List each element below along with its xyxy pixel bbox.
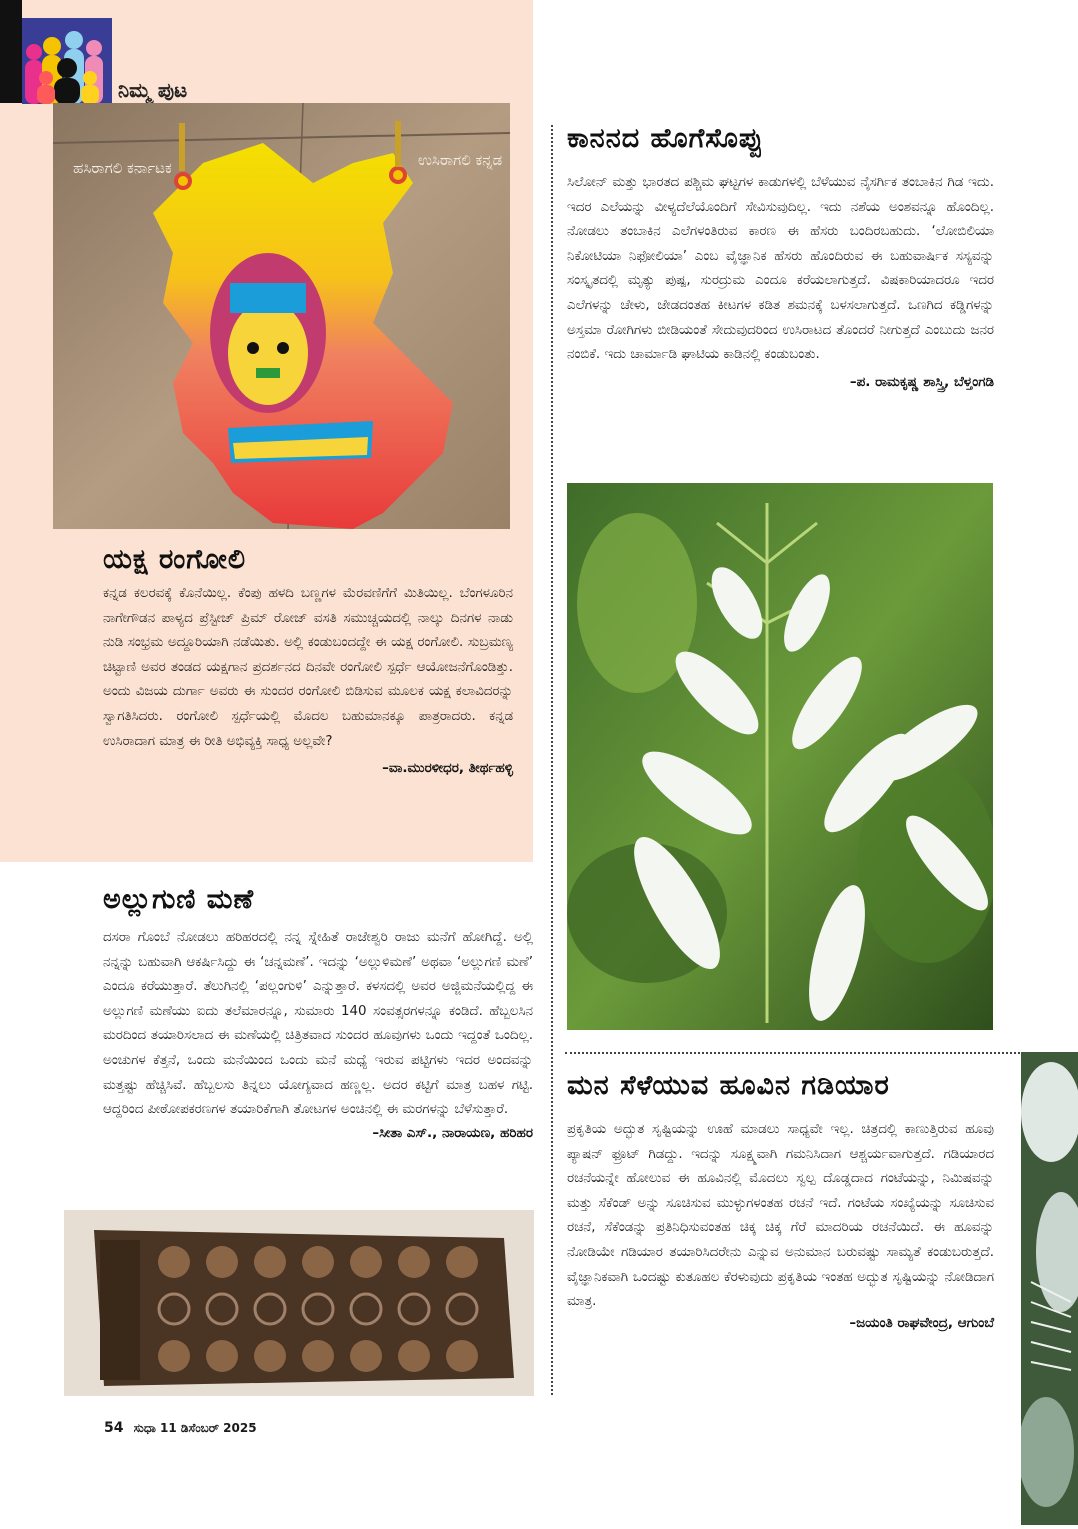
rangoli-photo — [53, 103, 510, 529]
column-divider — [551, 125, 553, 1395]
article-body: ಸಿಲೋನ್ ಮತ್ತು ಭಾರತದ ಪಶ್ಚಿಮ ಘಟ್ಟಗಳ ಕಾಡುಗಳಲ್ಲಿ ಬೆಳೆಯುವ ನೈಸರ್ಗಿಕ ತಂಬಾಕಿನ ಗಿಡ ಇದು. ಇದರ ಎಲೆಯನ್ನು ವೀಳ್ಯದೆಲೆಯೊಂದಿಗೆ ಸೇವಿಸುವುದಿಲ್ಲ. ಇದು ನಶೆಯ ಅಂಶವನ್ನೂ ಹೊಂದಿಲ್ಲ. ನೋಡಲು ತಂಬಾಕಿನ ಎಲೆಗಳಂತಿರುವ ಕಾರಣ ಈ ಹೆಸರು ಬಂದಿರಬಹುದು. ‘ಲೋಬಿಲಿಯಾ ನಿಕೋಟಿಯಾ ನಿಫೋಲಿಯಾ’ ಎಂಬ ವೈಜ್ಞಾನಿಕ ಹೆಸರು ಹೊಂದಿರುವ ಈ ಬಹುವಾರ್ಷಿಕ ಸಸ್ಯವನ್ನು ಸಂಸ್ಕೃತದಲ್ಲಿ ಮೃತ್ಯು ಪುಷ್ಪ, ಸುರದ್ರುಮ ಎಂದೂ ಕರೆಯಲಾಗುತ್ತದೆ. ವಿಷಕಾರಿಯಾದರೂ ಇದರ ಎಲೆಗಳನ್ನು ಚೇಳು, ಜೇಡದಂತಹ ಕೀಟಗಳ ಕಡಿತ ಶಮನಕ್ಕೆ ಬಳಸಲಾಗುತ್ತದೆ. ಒಣಗಿದ ಕಡ್ಡಿಗಳನ್ನು ಅಸ್ತಮಾ ರೋಗಿಗಳು ಬೀಡಿಯಂತೆ ಸೇದುವುದರಿಂದ ಉಸಿರಾಟದ ತೊಂದರೆ ನೀಗುತ್ತದೆ ಎಂಬುದು ಜನರ ನಂಬಿಕೆ. ಇದು ಚಾರ್ಮಾಡಿ ಘಾಟಿಯ ಕಾಡಿನಲ್ಲಿ ಕಂಡುಬಂತು. — [567, 175, 994, 363]
article-title: ಯಕ್ಷ ರಂಗೋಲಿ — [103, 544, 247, 575]
article-kanana-hogesoppu — [567, 123, 994, 390]
article-byline: –ಜಯಂತಿ ರಾಘವೇಂದ್ರ, ಆಗುಂಬೆ — [849, 1314, 994, 1331]
article-byline: –ಸೀತಾ ಎಸ್., ನಾರಾಯಣ, ಹರಿಹರ — [372, 1124, 533, 1141]
page-footer — [104, 1420, 257, 1436]
article-body: ಪ್ರಕೃತಿಯ ಅದ್ಭುತ ಸೃಷ್ಟಿಯನ್ನು ಊಹೆ ಮಾಡಲು ಸಾಧ್ಯವೇ ಇಲ್ಲ. ಚಿತ್ರದಲ್ಲಿ ಕಾಣುತ್ತಿರುವ ಹೂವು ಪ್ಯಾಷನ್ ಫ್ರೂಟ್ ಗಿಡದ್ದು. ಇದನ್ನು ಸೂಕ್ಷ್ಮವಾಗಿ ಗಮನಿಸಿದಾಗ ಆಶ್ಚರ್ಯವಾಗುತ್ತದೆ. ಗಡಿಯಾರದ ರಚನೆಯನ್ನೇ ಹೋಲುವ ಈ ಹೂವಿನಲ್ಲಿ ಮೊದಲು ಸ್ವಲ್ಪ ದೊಡ್ಡದಾದ ಗಂಟೆಯನ್ನು, ನಿಮಿಷವನ್ನು ಮತ್ತು ಸೆಕೆಂಡ್ ಅನ್ನು ಸೂಚಿಸುವ ಮುಳ್ಳುಗಳಂತಹ ರಚನೆ ಇದೆ. ಗಂಟೆಯ ಸಂಖ್ಯೆಯನ್ನು ಸೂಚಿಸುವ ರಚನೆ, ಸೆಕೆಂಡನ್ನು ಪ್ರತಿನಿಧಿಸುವಂತಹ ಚಿಕ್ಕ ಚಿಕ್ಕ ಗೆರೆ ಮಾದರಿಯ ರಚನೆಯಿದೆ. ಈ ಹೂವನ್ನು ನೋಡಿಯೇ ಗಡಿಯಾರ ತಯಾರಿಸಿದರೇನು ಎನ್ನುವ ಅನುಮಾನ ಬರುವಷ್ಟು ಸಾಮ್ಯತೆ ಕಂಡುಬರುತ್ತದೆ. ವೈಜ್ಞಾನಿಕವಾಗಿ ಒಂದಷ್ಟು ಕುತೂಹಲ ಕೆರಳುವುದು ಪ್ರಕೃತಿಯ ಇಂತಹ ಅದ್ಭುತ ಸೃಷ್ಟಿಯನ್ನು ನೋಡಿದಾಗ ಮಾತ್ರ. — [567, 1122, 994, 1310]
header-black-bar — [0, 0, 22, 103]
article-hoovina-gadiyara — [567, 1070, 994, 1331]
section-divider — [565, 1052, 1020, 1054]
rangoli-photo-text-left: ಹಸಿರಾಗಲಿ ಕರ್ನಾಟಕ — [73, 159, 172, 177]
article-body: ಕನ್ನಡ ಕಲರವಕ್ಕೆ ಕೊನೆಯಿಲ್ಲ. ಕೆಂಪು ಹಳದಿ ಬಣ್ಣಗಳ ಮೆರವಣಿಗೆಗೆ ಮಿತಿಯಿಲ್ಲ. ಬೆಂಗಳೂರಿನ ನಾಗೇಗೌಡನ ಪಾಳ್ಯದ ಪ್ರೆಸ್ಟೀಜ್ ಪ್ರಿಮ್ ರೋಜ್ ವಸತಿ ಸಮುಚ್ಚಯದಲ್ಲಿ ನಾಲ್ಕು ದಿನಗಳ ನಾಡು ನುಡಿ ಸಂಭ್ರಮ ಅದ್ದೂರಿಯಾಗಿ ನಡೆಯಿತು. ಅಲ್ಲಿ ಕಂಡುಬಂದದ್ದೇ ಈ ಯಕ್ಷ ರಂಗೋಲಿ. ಸುಬ್ರಮಣ್ಯ ಚಿಟ್ಟಾಣಿ ಅವರ ತಂಡದ ಯಕ್ಷಗಾನ ಪ್ರದರ್ಶನದ ದಿನವೇ ರಂಗೋಲಿ ಸ್ಪರ್ಧೆ ಆಯೋಜನೆಗೊಂಡಿತ್ತು. ಅಂದು ವಿಜಯ ದುರ್ಗಾ ಅವರು ಈ ಸುಂದರ ರಂಗೋಲಿ ಬಿಡಿಸುವ ಮೂಲಕ ಯಕ್ಷ ಕಲಾವಿದರನ್ನು ಸ್ವಾಗತಿಸಿದರು. ರಂಗೋಲಿ ಸ್ಪರ್ಧೆಯಲ್ಲಿ ಮೊದಲ ಬಹುಮಾನಕ್ಕೂ ಪಾತ್ರರಾದರು. ಕನ್ನಡ ಉಸಿರಾದಾಗ ಮಾತ್ರ ಈ ರೀತಿ ಅಭಿವ್ಯಕ್ತಿ ಸಾಧ್ಯ ಅಲ್ಲವೇ? — [103, 586, 513, 749]
article-yaksha-rangoli — [103, 544, 513, 776]
article-title: ಅಲ್ಲುಗುಣಿ ಮಣೆ — [103, 884, 255, 915]
article-byline: –ವಾ.ಮುರಳೀಧರ, ತೀರ್ಥಹಳ್ಳಿ — [382, 760, 513, 777]
article-body: ದಸರಾ ಗೊಂಬೆ ನೋಡಲು ಹರಿಹರದಲ್ಲಿ ನನ್ನ ಸ್ನೇಹಿತೆ ರಾಜೇಶ್ವರಿ ರಾಜು ಮನೆಗೆ ಹೋಗಿದ್ದೆ. ಅಲ್ಲಿ ನನ್ನನ್ನು ಬಹುವಾಗಿ ಆಕರ್ಷಿಸಿದ್ದು ಈ ‘ಚನ್ನಮಣೆ’. ಇದನ್ನು ‘ಅಲ್ಲುಳಿಮಣೆ’ ಅಥವಾ ‘ಅಲ್ಲುಗಣಿ ಮಣೆ’ ಎಂದೂ ಕರೆಯುತ್ತಾರೆ. ತೆಲುಗಿನಲ್ಲಿ ‘ಪಲ್ಲಂಗುಳಿ’ ಎನ್ನುತ್ತಾರೆ. ಕಳಸದಲ್ಲಿ ಅವರ ಅಜ್ಜಿಮನೆಯಲ್ಲಿದ್ದ ಈ ಅಲ್ಲುಗಣಿ ಮಣೆಯು ಐದು ತಲೆಮಾರನ್ನೂ, ಸುಮಾರು 140 ಸಂವತ್ಸರಗಳನ್ನೂ ಕಂಡಿದೆ. ಹೆಬ್ಬಲಸಿನ ಮರದಿಂದ ತಯಾರಿಸಲಾದ ಈ ಮಣೆಯಲ್ಲಿ ಚಿತ್ರಿತವಾದ ಸುಂದರ ಹೂವುಗಳು ಒಂದು ಇದ್ದಂತೆ ಒಂದಿಲ್ಲ. ಅಂಚುಗಳ ಕೆತ್ತನೆ, ಒಂದು ಮನೆಯಿಂದ ಒಂದು ಮನೆ ಮಧ್ಯೆ ಇರುವ ಪಟ್ಟಿಗಳು ಇದರ ಅಂದವನ್ನು ಮತ್ತಷ್ಟು ಹೆಚ್ಚಿಸಿವೆ. ಹೆಬ್ಬಲಸು ತಿನ್ನಲು ಯೋಗ್ಯವಾದ ಹಣ್ಣಲ್ಲ. ಅದರ ಕಟ್ಟಿಗೆ ಮಾತ್ರ ಬಹಳ ಗಟ್ಟಿ. ಆದ್ದರಿಂದ ಪೀಠೋಪಕರಣಗಳ ತಯಾರಿಕೆಗಾಗಿ ತೋಟಗಳ ಅಂಚಿನಲ್ಲಿ ಈ ಮರಗಳನ್ನು ಬೆಳೆಸುತ್ತಾರೆ. — [103, 930, 533, 1118]
section-label: ನಿಮ್ಮ ಪುಟ — [118, 78, 188, 102]
lobelia-flower-photo — [567, 483, 993, 1030]
issue-info: ಸುಧಾ 11 ಡಿಸೆಂಬರ್ 2025 — [133, 1421, 257, 1435]
page-number: 54 — [104, 1420, 124, 1436]
alluguni-mane-photo — [64, 1210, 534, 1396]
article-alluguni-mane — [103, 884, 533, 1141]
article-title: ಕಾನನದ ಹೊಗೆಸೊಪ್ಪು — [567, 123, 764, 154]
article-byline: –ಪ. ರಾಮಕೃಷ್ಣ ಶಾಸ್ತ್ರಿ, ಬೆಳ್ತಂಗಡಿ — [849, 373, 994, 390]
section-logo — [22, 18, 112, 104]
rangoli-photo-text-right: ಉಸಿರಾಗಲಿ ಕನ್ನಡ — [418, 151, 503, 169]
passion-flower-photo — [1021, 1052, 1078, 1525]
article-title: ಮನ ಸೆಳೆಯುವ ಹೂವಿನ ಗಡಿಯಾರ — [567, 1070, 890, 1101]
